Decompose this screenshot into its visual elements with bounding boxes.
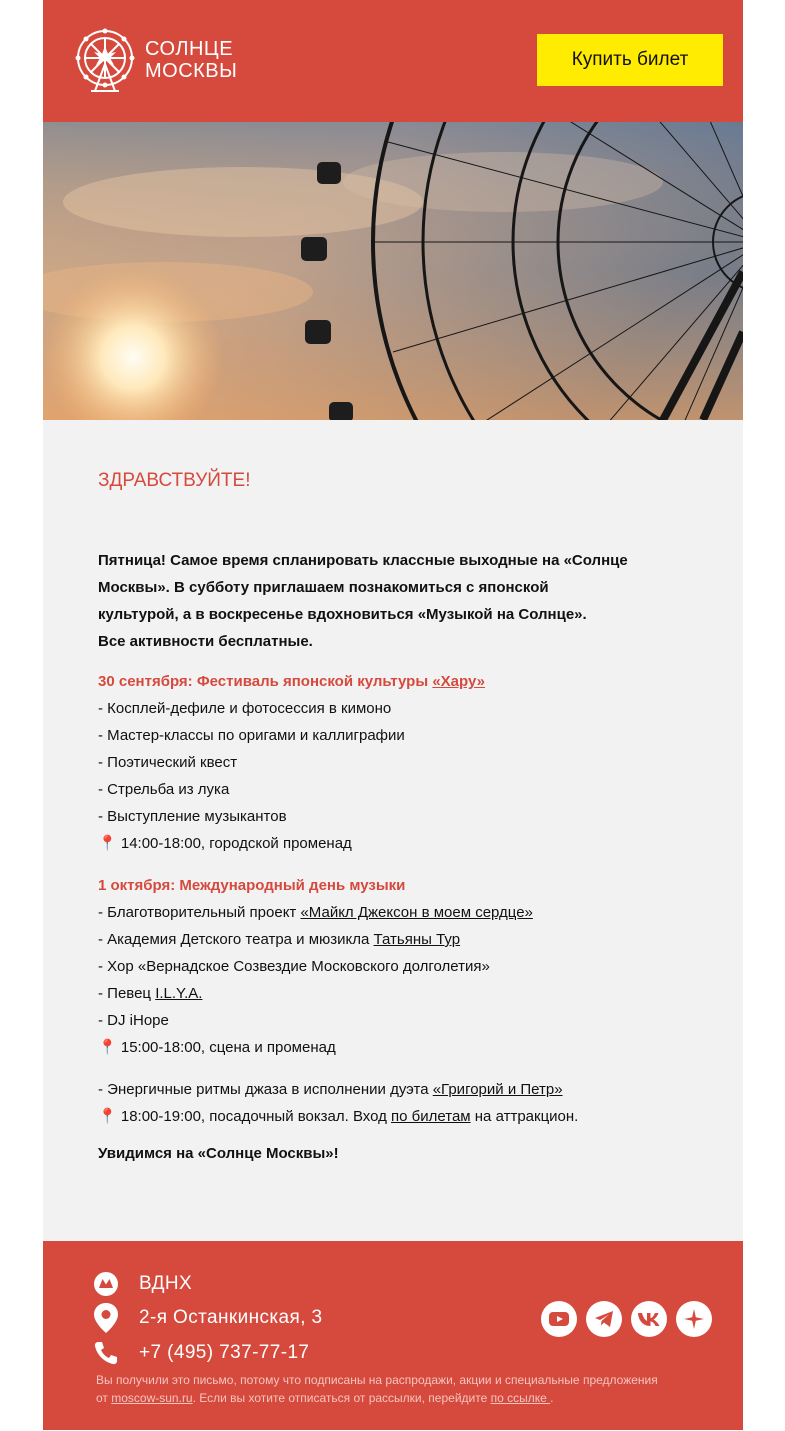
vk-icon[interactable]	[631, 1301, 667, 1337]
legal-text: . Если вы хотите отписаться от рассылки, перейдите	[192, 1391, 491, 1405]
location-line	[98, 830, 688, 857]
legal-text: от	[96, 1391, 112, 1405]
list-item: - Косплей-дефиле и фотосессия в кимоно	[98, 700, 392, 717]
email-footer	[43, 1241, 743, 1430]
ferris-wheel-sunset-photo	[43, 122, 743, 420]
list-item	[98, 980, 688, 1007]
item-text: - Благотворительный проект	[98, 904, 301, 921]
metro-station: ВДНХ	[139, 1273, 193, 1294]
metro-row	[93, 1271, 192, 1297]
site-link[interactable]: moscow-sun.ru	[111, 1391, 193, 1405]
pin-icon: 📍	[98, 1039, 117, 1056]
list-item	[98, 926, 688, 953]
location-line	[98, 1034, 688, 1061]
legal-notice	[96, 1371, 696, 1407]
email-header	[43, 0, 743, 122]
logo-line1: СОЛНЦЕ	[145, 38, 234, 60]
buy-ticket-button[interactable]: Купить билет	[537, 34, 723, 86]
heading-text: 30 сентября: Фестиваль японской культуры	[98, 673, 433, 690]
list-item: - Мастер-классы по оригами и каллиграфии	[98, 727, 405, 744]
address: 2-я Останкинская, 3	[139, 1307, 323, 1328]
greeting: ЗДРАВСТВУЙТЕ!	[98, 470, 251, 491]
location-line	[98, 1103, 688, 1130]
unsubscribe-link[interactable]: по ссылке	[490, 1391, 551, 1405]
tickets-link[interactable]: по билетам	[391, 1108, 471, 1125]
intro-text	[98, 547, 658, 655]
list-item: - Выступление музыкантов	[98, 808, 287, 825]
item-text: - Академия Детского театра и мюзикла	[98, 931, 374, 948]
location-text: 18:00-19:00, посадочный вокзал. Вход	[116, 1108, 392, 1125]
intro-line: Пятница! Самое время спланировать классные выходные на «Солнце	[98, 552, 628, 569]
legal-line	[96, 1389, 696, 1407]
closing-text: Увидимся на «Солнце Москвы»!	[98, 1145, 339, 1162]
list-item: - Стрельба из лука	[98, 781, 230, 798]
list-item: - DJ iHope	[98, 1012, 169, 1029]
logo-text[interactable]	[145, 38, 237, 82]
section-heading: 1 октября: Международный день музыки	[98, 877, 406, 894]
telegram-icon[interactable]	[586, 1301, 622, 1337]
metro-icon	[93, 1271, 119, 1297]
list-item: - Хор «Вернадское Созвездие Московского долголетия»	[98, 958, 490, 975]
location-text: 15:00-18:00, сцена и променад	[116, 1039, 336, 1056]
intro-line: Все активности бесплатные.	[98, 633, 313, 650]
intro-line: Москвы». В субботу приглашаем познакомиться с японской	[98, 579, 549, 596]
pin-icon: 📍	[98, 1108, 117, 1125]
item-text: - Энергичные ритмы джаза в исполнении дуэта	[98, 1081, 433, 1098]
list-item	[98, 1076, 688, 1103]
ferris-wheel-logo-icon[interactable]	[73, 28, 137, 92]
legal-text: .	[550, 1391, 554, 1405]
phone-number[interactable]: +7 (495) 737-77-17	[139, 1342, 310, 1363]
haru-link[interactable]: «Хару»	[432, 673, 486, 690]
ilya-link[interactable]: I.L.Y.A.	[155, 985, 203, 1002]
list-item	[98, 899, 688, 926]
logo-line2: МОСКВЫ	[145, 60, 238, 82]
intro-line: культурой, а в воскресенье вдохновиться «Музыкой на Солнце».	[98, 606, 587, 623]
social-links	[541, 1301, 712, 1337]
list-item: - Поэтический квест	[98, 754, 238, 771]
michael-jackson-link[interactable]: «Майкл Джексон в моем сердце»	[300, 904, 533, 921]
phone-row	[93, 1340, 309, 1366]
hero-image	[43, 122, 743, 420]
phone-icon	[93, 1340, 119, 1366]
legal-line: Вы получили это письмо, потому что подписаны на распродажи, акции и специальные предложения	[96, 1373, 658, 1387]
location-pin-icon	[93, 1305, 119, 1331]
section-japanese-festival	[98, 668, 688, 857]
location-text: 14:00-18:00, городской променад	[116, 835, 352, 852]
pin-icon: 📍	[98, 835, 117, 852]
section-jazz	[98, 1076, 688, 1130]
star-icon[interactable]	[676, 1301, 712, 1337]
section-music-day	[98, 872, 688, 1061]
section-heading	[98, 668, 688, 695]
email-card	[43, 0, 743, 1430]
item-text: - Певец	[98, 985, 156, 1002]
tatiana-tur-link[interactable]: Татьяны Тур	[373, 931, 461, 948]
grigory-petr-link[interactable]: «Григорий и Петр»	[432, 1081, 563, 1098]
address-row	[93, 1305, 323, 1331]
email-body	[43, 420, 743, 1241]
location-suffix: на аттракцион.	[470, 1108, 579, 1125]
youtube-icon[interactable]	[541, 1301, 577, 1337]
